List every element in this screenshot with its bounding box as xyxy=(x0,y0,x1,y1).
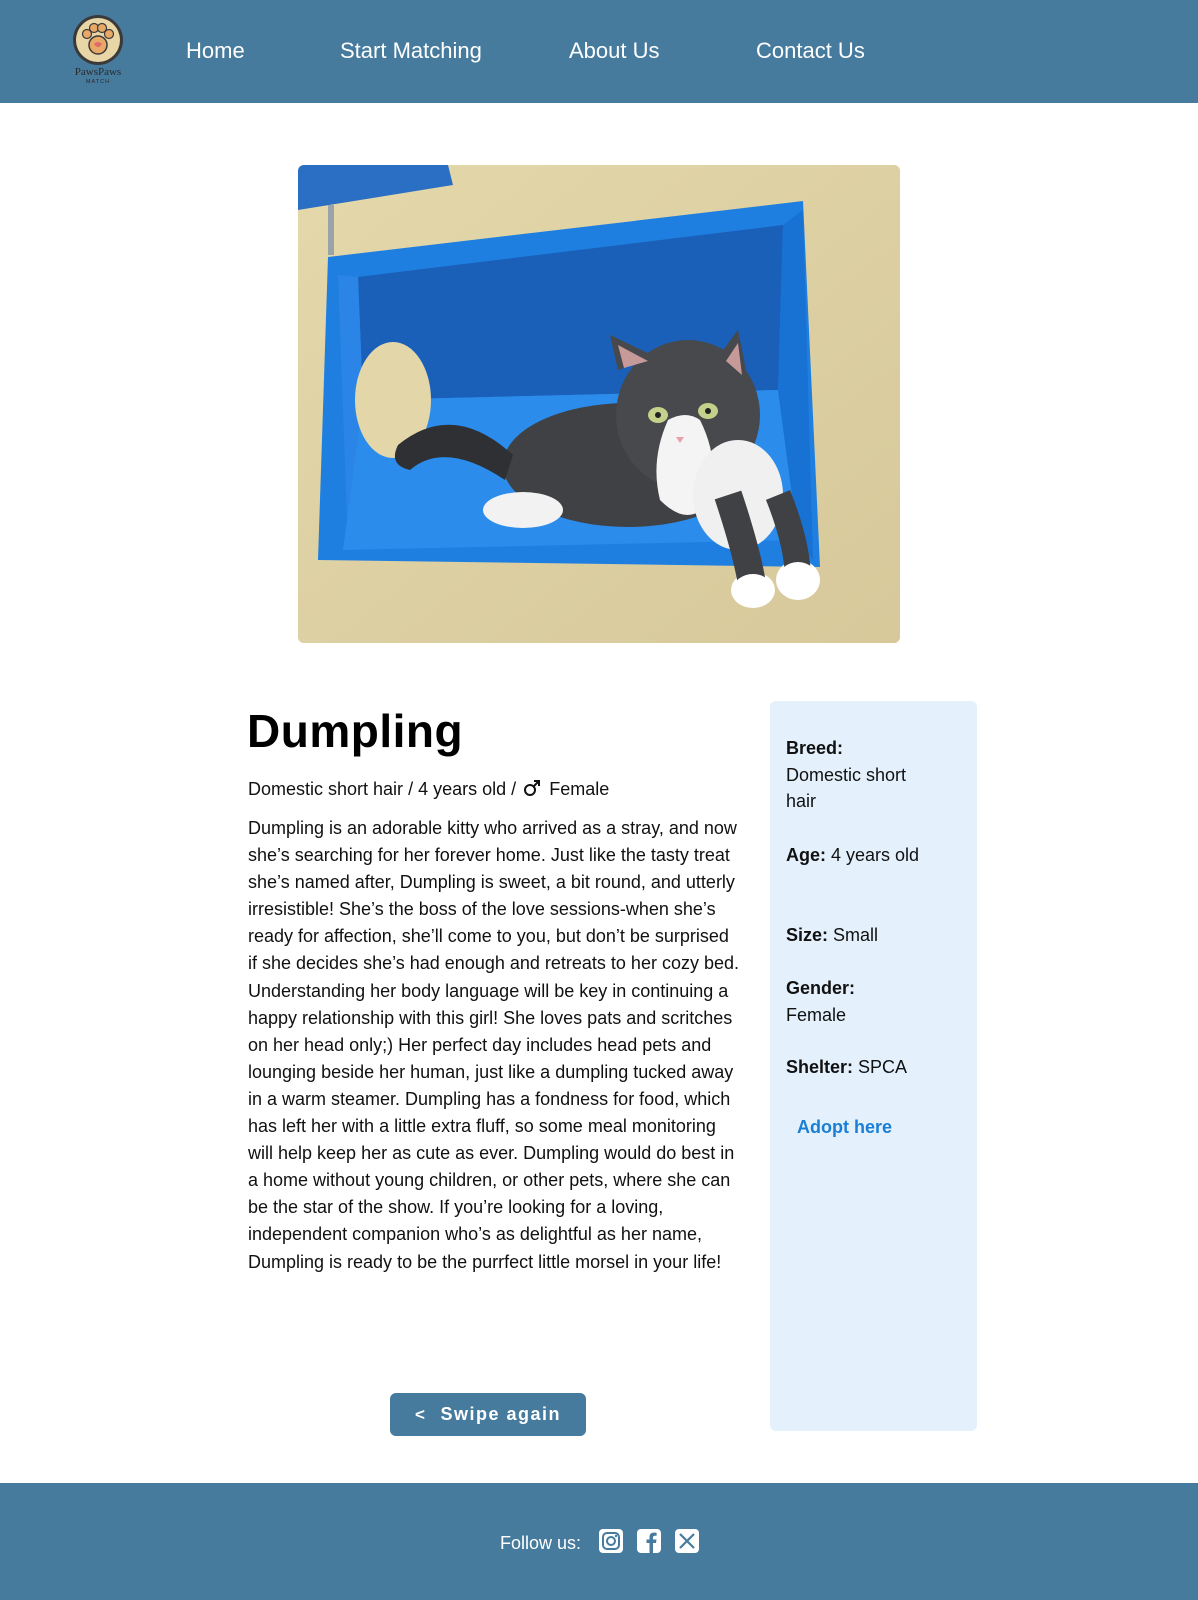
logo-subtext: MATCH xyxy=(85,79,111,85)
adopt-here-link[interactable]: Adopt here xyxy=(797,1117,893,1137)
facebook-icon[interactable] xyxy=(636,1528,662,1554)
nav-home[interactable]: Home xyxy=(186,38,245,63)
info-shelter-label: Shelter: xyxy=(786,1057,854,1077)
pet-photo xyxy=(298,165,900,643)
swipe-again-label: Swipe again xyxy=(440,1404,561,1424)
info-size-value: Small xyxy=(833,925,879,945)
top-nav xyxy=(0,0,1198,103)
x-icon[interactable] xyxy=(674,1528,700,1554)
info-shelter-value: SPCA xyxy=(858,1057,908,1077)
info-gender-value: Female xyxy=(786,1004,847,1025)
nav-start-matching[interactable]: Start Matching xyxy=(340,38,482,63)
pet-summary xyxy=(248,779,609,800)
pawspaws-logo[interactable] xyxy=(60,10,136,86)
footer xyxy=(0,1483,1198,1600)
summary-separator: / xyxy=(408,779,419,799)
summary-sex: Female xyxy=(549,779,610,799)
info-breed xyxy=(786,735,926,815)
swipe-again-button[interactable] xyxy=(390,1393,586,1436)
instagram-icon[interactable] xyxy=(598,1528,624,1554)
info-age-value: 4 years old xyxy=(831,845,920,865)
chevron-left-icon: < xyxy=(415,1404,427,1424)
nav-about-us[interactable]: About Us xyxy=(569,38,660,63)
nav-contact-us[interactable]: Contact Us xyxy=(756,38,865,63)
summary-separator: / xyxy=(511,779,517,799)
info-shelter xyxy=(786,1054,926,1081)
summary-age: 4 years old xyxy=(418,779,507,799)
info-age xyxy=(786,842,926,869)
info-breed-value: Domestic short hair xyxy=(786,764,907,811)
info-size-label: Size: xyxy=(786,925,829,945)
follow-us-label: Follow us: xyxy=(500,1533,582,1553)
info-size xyxy=(786,922,926,949)
info-breed-label: Breed: xyxy=(786,738,844,758)
summary-breed: Domestic short hair xyxy=(248,779,404,799)
info-age-label: Age: xyxy=(786,845,826,865)
pet-name: Dumpling xyxy=(247,705,464,757)
pet-info-panel xyxy=(770,701,977,1431)
pet-description: Dumpling is an adorable kitty who arrived as a stray, and now she’s searching for her forever home. Just like the tasty treat she’s named after, Dumpling is sweet, a bit round, and utterly irresistible! She’s the boss of the love sessions-when she’s ready for affection, she’ll come to you, but don’t be surprised if she decides she’s had enough and retreats to her cozy bed. Understanding her body language will be key in continuing a happy relationship with this girl! She loves pats and scritches on her head only;) Her perfect day includes head pets and lounging beside her human, just like a dumpling tucked away in a warm steamer. Dumpling has a fondness for food, which has left her with a little extra fluff, so some meal monitoring will help keep her as cute as ever. Dumpling would do best in a home without young children, or other pets, where she can be the star of the show. If you’re looking for a loving, independent companion who’s as delightful as her name, Dumpling is ready to be the purrfect little morsel in your life! xyxy=(248,818,739,1272)
info-gender xyxy=(786,975,926,1028)
sex-symbol-icon xyxy=(523,779,541,797)
logo-text: PawsPaws xyxy=(74,66,122,78)
info-gender-label: Gender: xyxy=(786,978,856,998)
